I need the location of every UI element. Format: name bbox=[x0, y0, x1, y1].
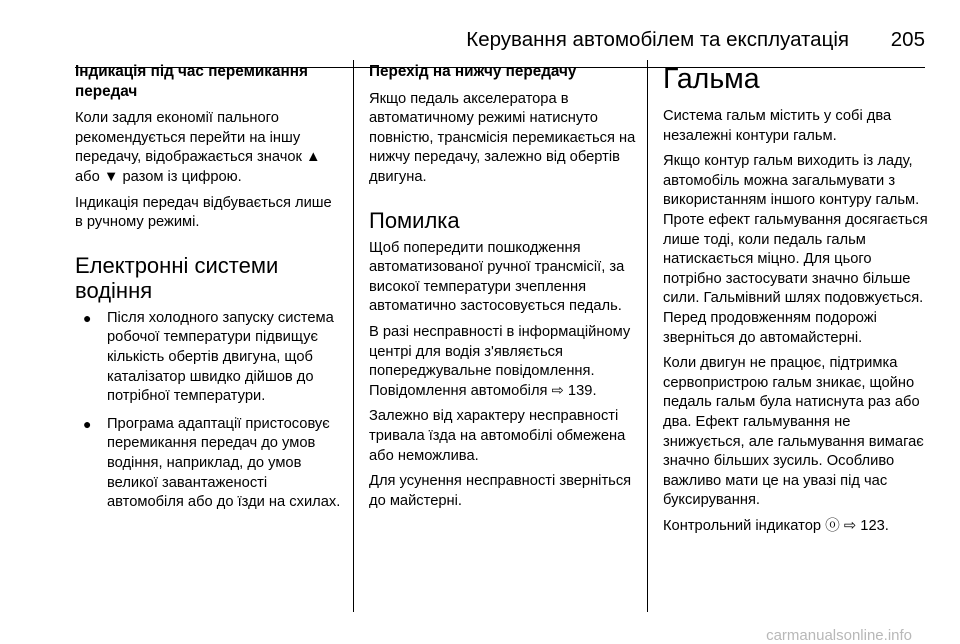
column-left bbox=[75, 62, 341, 521]
gear-indication-heading: Індикація під час перемикання передач bbox=[75, 63, 308, 100]
page-number: 205 bbox=[890, 28, 925, 51]
bullet-dot-icon: ● bbox=[83, 309, 92, 326]
fault-paragraph-workshop: Для усунення несправності зверніться до майстерні. bbox=[369, 473, 632, 509]
list-item bbox=[75, 415, 341, 513]
electronic-systems-heading: Електронні системи водіння bbox=[75, 252, 279, 303]
watermark-band bbox=[0, 624, 960, 642]
column-divider bbox=[353, 60, 354, 612]
manual-mode-paragraph: Індикація передач відбувається лише в ручному режимі. bbox=[75, 194, 332, 231]
watermark: carmanualsonline.info bbox=[766, 627, 912, 644]
brakes-paragraph-indicator: Контрольний індикатор ⓞ ⇨ 123. bbox=[663, 517, 889, 534]
brakes-paragraph-circuits: Система гальм містить у собі два незалежні контури гальм. bbox=[663, 108, 892, 144]
brakes-paragraph-failure: Якщо контур гальм виходить із ладу, автомобіль можна загальмувати з використанням іншого контуру гальм. Проте ефект гальмування досягається лише тоді, коли педаль гальм натискається міцно. Для цього потрібно застосувати значно більше сили. Гальмівний шлях подовжується. Перед продовженням подорожі зверніться до автомайстерні. bbox=[663, 153, 928, 346]
page-header bbox=[75, 26, 925, 56]
fault-paragraph-protection: Щоб попередити пошкодження автоматизованої ручної трансмісії, за високої температури зчеплення автоматично застосовується педаль. bbox=[369, 239, 625, 315]
bullet-dot-icon: ● bbox=[83, 415, 92, 432]
running-title: Керування автомобілем та експлуатація bbox=[466, 28, 849, 51]
column-right bbox=[663, 62, 931, 542]
fault-paragraph-driving: Залежно від характеру несправності тривала їзда на автомобілі обмежена або неможлива. bbox=[369, 408, 626, 464]
list-item bbox=[75, 309, 341, 407]
column-divider bbox=[647, 60, 648, 612]
brakes-heading: Гальма bbox=[663, 63, 760, 95]
downshift-paragraph: Якщо педаль акселератора в автоматичному режимі натиснуто повністю, трансмісія перемикається на нижчу передачу, залежно від обертів двигуна. bbox=[369, 90, 636, 185]
list-item-text: Програма адаптації пристосовує перемикання передач до умов водіння, наприклад, до умов великої завантаженості автомобіля або до їзди на схилах. bbox=[107, 415, 341, 511]
column-middle bbox=[369, 62, 637, 517]
fault-paragraph-message: В разі несправності в інформаційному центрі для водія з'являється попереджувальне повідомлення. Повідомлення автомобіля ⇨ 139. bbox=[369, 323, 631, 399]
electronic-systems-list bbox=[75, 309, 341, 513]
downshift-heading: Перехід на нижчу передачу bbox=[369, 63, 577, 80]
list-item-text: Після холодного запуску система робочої температури підвищує кількість обертів двигуна, щоб каталізатор швидко дійшов до потрібної температури. bbox=[107, 309, 334, 405]
gear-indication-paragraph: Коли задля економії пального рекомендується перейти на іншу передачу, відображається значок ▲ або ▼ разом із цифрою. bbox=[75, 110, 321, 185]
fault-heading: Помилка bbox=[369, 207, 460, 233]
brakes-paragraph-servo: Коли двигун не працює, підтримка сервопристрою гальм зникає, щойно педаль гальм була натиснута раз або два. Ефект гальмування не знижується, але гальмування вимагає значно більших зусиль. Особливо важливо мати це на увазі під час буксирування. bbox=[663, 355, 924, 509]
